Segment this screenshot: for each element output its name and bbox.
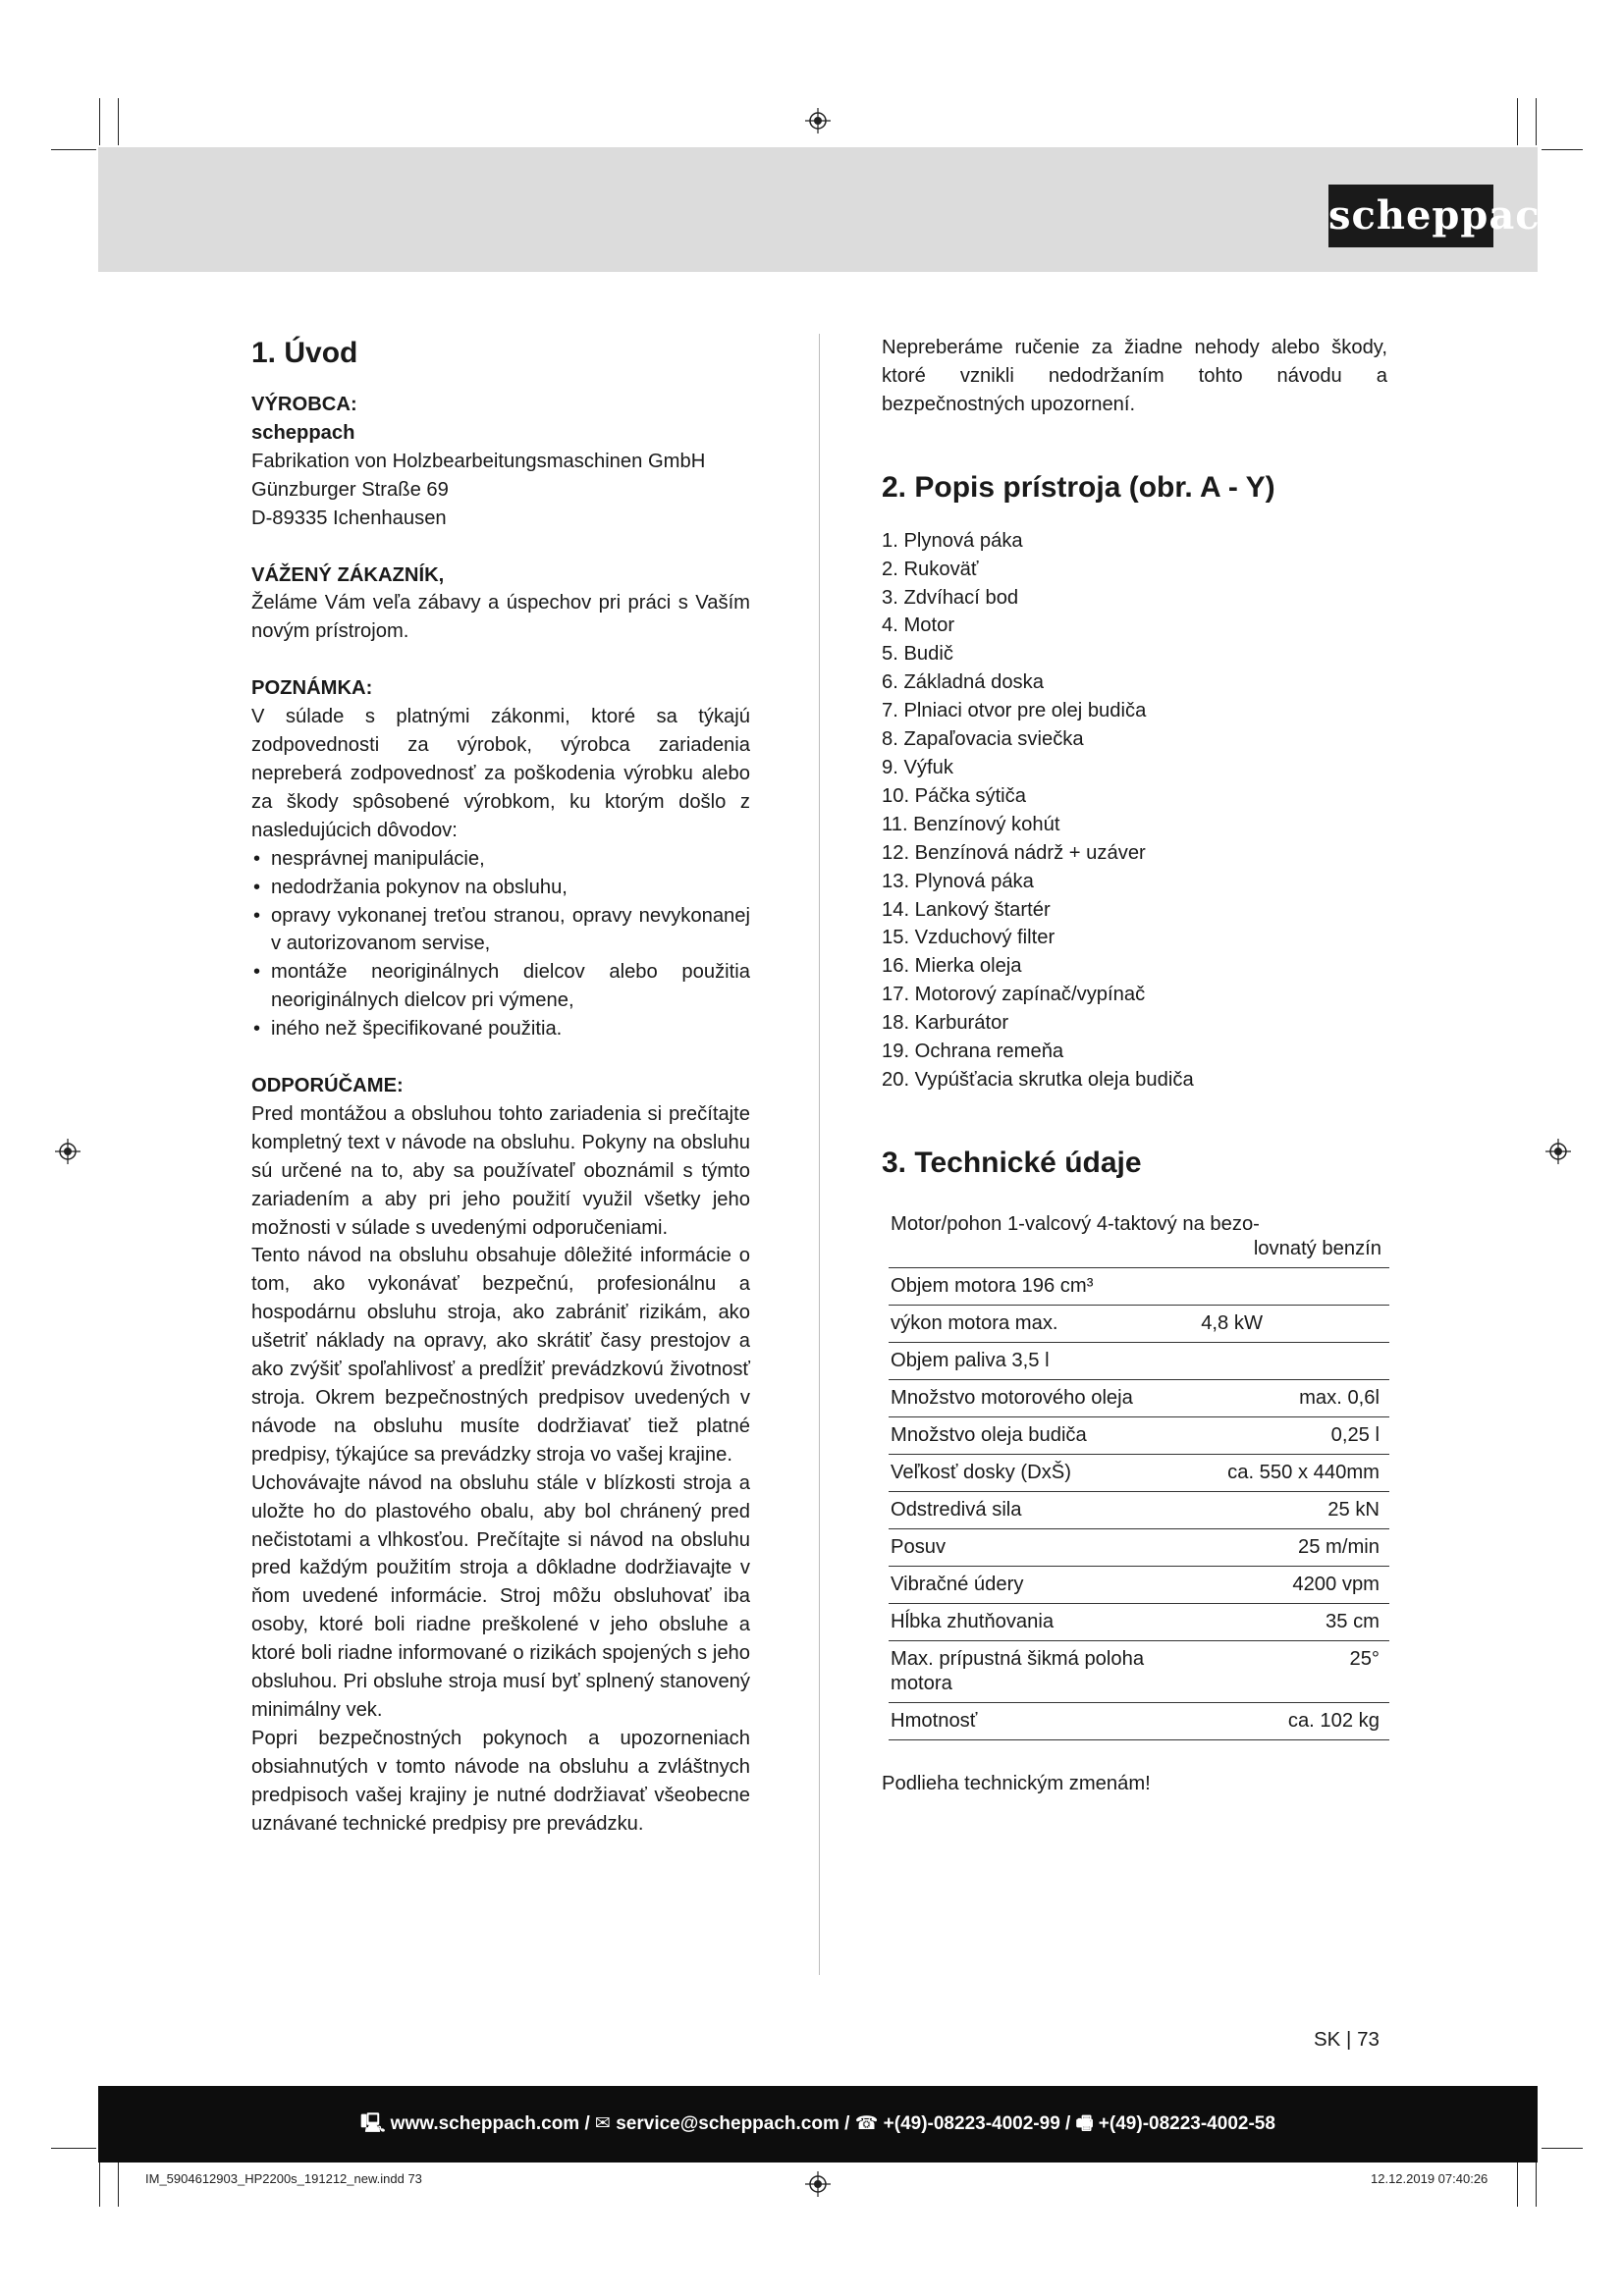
- footer-contact-bar: 🖳 www.scheppach.com / ✉ service@scheppach.com / ☎ +(49)-08223-4002-99 / 🖷 +(49)-08223-4002-58: [98, 2086, 1538, 2163]
- manufacturer-street: Günzburger Straße 69: [251, 478, 449, 501]
- manufacturer-city: D-89335 Ichenhausen: [251, 507, 447, 529]
- registration-mark-icon: [55, 1139, 81, 1164]
- list-item: 15. Vzduchový filter: [882, 927, 1056, 949]
- list-item: 11. Benzínový kohút: [882, 813, 1060, 835]
- section-title-intro: 1. Úvod: [251, 337, 358, 369]
- brand-logo: scheppach: [1328, 185, 1493, 247]
- list-item: 16. Mierka oleja: [882, 955, 1022, 978]
- spec-value: 0,25 l: [1199, 1416, 1389, 1454]
- spec-value: 35 cm: [1199, 1603, 1389, 1640]
- recommend-heading: ODPORÚČAME:: [251, 1075, 404, 1097]
- table-row: [889, 1305, 1389, 1342]
- crop-mark: [1542, 149, 1583, 150]
- spec-label: Množstvo motorového oleja: [889, 1379, 1199, 1416]
- crop-mark: [1536, 98, 1537, 145]
- crop-mark: [51, 149, 96, 150]
- header-band: [98, 147, 1538, 272]
- manufacturer-company: Fabrikation von Holzbearbeitungsmaschinen GmbH: [251, 450, 706, 472]
- list-item: 3. Zdvíhací bod: [882, 586, 1019, 609]
- list-item: 10. Páčka sýtiča: [882, 784, 1026, 807]
- customer-text: Želáme Vám veľa zábavy a úspechov pri práci s Vaším novým prístrojom.: [251, 592, 750, 643]
- parts-list: [882, 527, 1387, 1095]
- list-item: • nesprávnej manipulácie,: [251, 845, 750, 874]
- disclaimer-text: Nepreberáme ručenie za žiadne nehody alebo škody, ktoré vznikli nedodržaním tohto návodu a bezpečnostných upozornení.: [882, 337, 1387, 415]
- tech-note: Podlieha technickým zmenám!: [882, 1772, 1151, 1794]
- print-file-info: IM_5904612903_HP2200s_191212_new.indd 73: [145, 2171, 422, 2186]
- note-list: [251, 845, 750, 1043]
- list-item: • montáže neoriginálnych dielcov alebo použitia neoriginálnych dielcov pri výmene,: [251, 958, 750, 1015]
- spec-header-label: Motor/pohon 1-valcový 4-taktový na bezo-: [891, 1212, 1260, 1235]
- list-item: 8. Zapaľovacia sviečka: [882, 728, 1084, 751]
- list-item: 12. Benzínová nádrž + uzáver: [882, 841, 1146, 864]
- section-title-technical: 3. Technické údaje: [882, 1146, 1142, 1179]
- table-row: [889, 1454, 1389, 1491]
- spec-value: 25 kN: [1199, 1491, 1389, 1528]
- crop-mark: [118, 2162, 119, 2207]
- note-text: V súlade s platnými zákonmi, ktoré sa týkajú zodpovednosti za výrobok, výrobca zariadenia nepreberá zodpovednosť za poškodenia výrobku alebo za škody spôsobené výrobkom, ku ktorým došlo z nasledujúcich dôvodov:: [251, 706, 750, 841]
- recommend-paragraph: Uchovávajte návod na obsluhu stále v blízkosti stroja a uložte ho do plastového obalu, aby bol chránený pred nečistotami a vlhkosťou. Prečítajte si návod na obsluhu pred každým použitím stroja a dôkladne dodržiavajte v ňom uvedené informácie. Stroj môžu obsluhovať iba osoby, ktoré boli riadne preškolené v jeho obsluhe a ktoré boli riadne informované o rizikách spojených s jeho obsluhou. Pri obsluhe stroja musí byť splnený stanovený minimálny vek.: [251, 1471, 750, 1721]
- table-cell: [889, 1206, 1389, 1268]
- spec-value: ca. 550 x 440mm: [1199, 1454, 1389, 1491]
- list-item: 17. Motorový zapínač/vypínač: [882, 984, 1146, 1006]
- spec-label: Množstvo oleja budiča: [889, 1416, 1199, 1454]
- spec-value: 4200 vpm: [1199, 1566, 1389, 1603]
- spec-value: 25°: [1199, 1640, 1389, 1702]
- spec-value: max. 0,6l: [1199, 1379, 1389, 1416]
- crop-mark: [1542, 2148, 1583, 2149]
- list-item: 5. Budič: [882, 643, 953, 666]
- spec-value: 4,8 kW: [1199, 1305, 1389, 1342]
- spec-label: Posuv: [889, 1528, 1199, 1566]
- table-row: [889, 1342, 1389, 1379]
- print-date-info: 12.12.2019 07:40:26: [1371, 2171, 1489, 2186]
- table-row: [889, 1491, 1389, 1528]
- recommend-paragraph: Popri bezpečnostných pokynoch a upozorneniach obsiahnutých v tomto návode na obsluhu a zvláštnych predpisoch vašej krajiny je nutné dodržiavať všeobecne uznávané technické predpisy pre prevádzku.: [251, 1727, 750, 1835]
- crop-mark: [1517, 2162, 1518, 2207]
- spec-label: Hmotnosť: [889, 1702, 1199, 1739]
- list-item: 20. Vypúšťacia skrutka oleja budiča: [882, 1068, 1194, 1091]
- table-row: [889, 1206, 1389, 1268]
- crop-mark: [1517, 98, 1518, 145]
- table-row: [889, 1603, 1389, 1640]
- list-item: 2. Rukoväť: [882, 558, 979, 580]
- table-row: [889, 1640, 1389, 1702]
- manufacturer-heading: VÝROBCA:: [251, 394, 357, 415]
- left-column: [251, 334, 750, 1839]
- spec-label: Objem paliva 3,5 l: [889, 1342, 1199, 1379]
- list-item: 4. Motor: [882, 614, 955, 637]
- spec-label: Objem motora 196 cm³: [889, 1267, 1199, 1305]
- list-item: 14. Lankový štartér: [882, 898, 1051, 921]
- table-row: [889, 1566, 1389, 1603]
- crop-mark: [51, 2148, 96, 2149]
- table-row: [889, 1702, 1389, 1739]
- list-item: • nedodržania pokynov na obsluhu,: [251, 874, 750, 902]
- spec-value: [1199, 1267, 1389, 1305]
- list-item: • iného než špecifikované použitia.: [251, 1015, 750, 1043]
- manufacturer-name: scheppach: [251, 421, 355, 444]
- section-title-description: 2. Popis prístroja (obr. A - Y): [882, 470, 1275, 504]
- spec-header-value: lovnatý benzín: [1253, 1237, 1381, 1259]
- recommend-paragraph: Pred montážou a obsluhou tohto zariadenia si prečítajte kompletný text v návode na obsluhu. Pokyny na obsluhu sú určené na to, aby sa používateľ oboznámil s týmto zariadením a aby pri jeho použití využil všetky jeho možnosti v súlade s uvedenými odporučeniami.: [251, 1102, 750, 1239]
- table-row: [889, 1379, 1389, 1416]
- list-item: 13. Plynová páka: [882, 870, 1034, 892]
- registration-mark-icon: [805, 2171, 831, 2197]
- spec-value: 25 m/min: [1199, 1528, 1389, 1566]
- page-number: SK | 73: [1314, 2028, 1380, 2051]
- crop-mark: [118, 98, 119, 145]
- spec-label: výkon motora max.: [889, 1305, 1199, 1342]
- crop-mark: [1536, 2162, 1537, 2207]
- spec-label: Max. prípustná šikmá poloha motora: [889, 1640, 1199, 1702]
- recommend-paragraph: Tento návod na obsluhu obsahuje dôležité informácie o tom, ako vykonávať bezpečnú, profesionálnu a hospodárnu obsluhu stroja, ako zabrániť rizikám, ako ušetriť náklady na opravy, ako skrátiť časy prestojov a ako zvýšiť spoľahlivosť a predĺžiť prevádzkovú životnosť stroja. Okrem bezpečnostných predpisov uvedených v návode na obsluhu musíte dodržiavať tiež platné predpisy, týkajúce sa prevádzky stroja vo vašej krajine.: [251, 1245, 750, 1466]
- spec-value: ca. 102 kg: [1199, 1702, 1389, 1739]
- table-row: [889, 1416, 1389, 1454]
- spec-label: Odstredivá sila: [889, 1491, 1199, 1528]
- table-row: [889, 1267, 1389, 1305]
- crop-mark: [99, 98, 100, 145]
- list-item: 1. Plynová páka: [882, 529, 1023, 552]
- spec-label: Hĺbka zhutňovania: [889, 1603, 1199, 1640]
- registration-mark-icon: [1545, 1139, 1571, 1164]
- list-item: 9. Výfuk: [882, 756, 953, 778]
- list-item: 19. Ochrana remeňa: [882, 1041, 1064, 1063]
- spec-table: [889, 1206, 1389, 1740]
- list-item: • opravy vykonanej treťou stranou, opravy nevykonanej v autorizovanom servise,: [251, 902, 750, 959]
- crop-mark: [99, 2162, 100, 2207]
- column-divider: [819, 334, 820, 1975]
- spec-label: Vibračné údery: [889, 1566, 1199, 1603]
- list-item: 6. Základná doska: [882, 671, 1044, 694]
- note-heading: POZNÁMKA:: [251, 677, 373, 700]
- list-item: 18. Karburátor: [882, 1012, 1009, 1035]
- right-column: [882, 334, 1387, 1798]
- spec-label: Veľkosť dosky (DxŠ): [889, 1454, 1199, 1491]
- customer-heading: VÁŽENÝ ZÁKAZNÍK,: [251, 563, 445, 586]
- registration-mark-icon: [805, 108, 831, 133]
- table-row: [889, 1528, 1389, 1566]
- list-item: 7. Plniaci otvor pre olej budiča: [882, 700, 1147, 722]
- spec-value: [1199, 1342, 1389, 1379]
